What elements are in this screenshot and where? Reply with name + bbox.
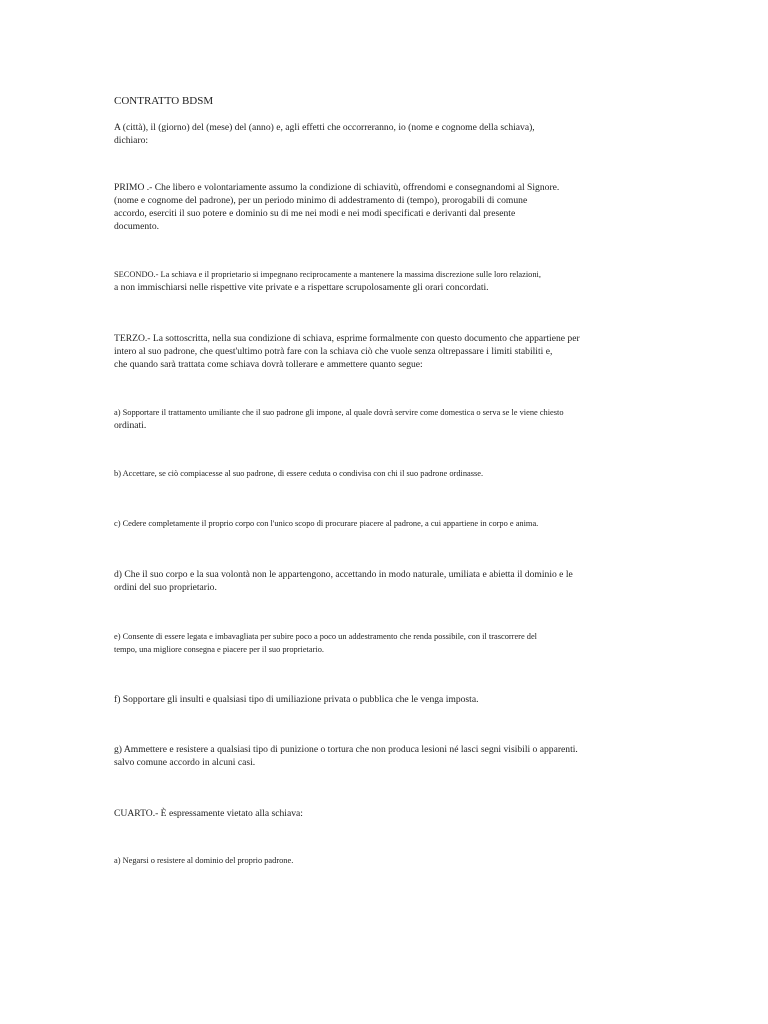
list-item-f: f) Sopportare gli insulti e qualsiasi tipo di umiliazione privata o pubblica che le venga imposta.	[114, 694, 479, 705]
list-item-g: g) Ammettere e resistere a qualsiasi tipo di punizione o tortura che non produca lesioni né lasci segni visibili o apparenti. salvo comune accordo in alcuni casi.	[114, 744, 578, 768]
list-item-e: e) Consente di essere legata e imbavagliata per subire poco a poco un addestramento che renda possibile, con il trascorrere del tempo, una migliore consegna e piacere per il suo proprietario.	[114, 632, 538, 654]
clause-cuarto: CUARTO.- È espressamente vietato alla schiava:	[114, 808, 303, 819]
clause-secondo: SECONDO.- La schiava e il proprietario si impegnano reciprocamente a mantenere la massima discrezione sulle loro relazioni, a non immischiarsi nelle rispettive vite private e a rispettare scrupolosamente gli orari concordati.	[114, 270, 541, 293]
list-item-a: a) Sopportare il trattamento umiliante che il suo padrone gli impone, al quale dovrà servire come domestica o serva se le viene chiesto ordinati.	[114, 408, 564, 431]
clause-terzo: TERZO.- La sottoscritta, nella sua condizione di schiava, esprime formalmente con questo documento che appartiene per intero al suo padrone, che quest'ultimo potrà fare con la schiava ciò che vuole senza oltrepassare i limiti stabiliti e, che quando sarà trattata come schiava dovrà tollerare e ammettere quanto segue:	[114, 333, 580, 370]
list-item-d: d) Che il suo corpo e la sua volontà non le appartengono, accettando in modo naturale, umiliata e abietta il dominio e le ordini del suo proprietario.	[114, 569, 573, 593]
document-title: CONTRATTO BDSM	[114, 95, 214, 107]
intro-paragraph: A (città), il (giorno) del (mese) del (anno) e, agli effetti che occorreranno, io (nome e cognome della schiava), dichiaro:	[114, 122, 535, 146]
list-item-c: c) Cedere completamente il proprio corpo con l'unico scopo di procurare piacere al padrone, a cui appartiene in corpo e anima.	[114, 519, 539, 528]
list-item-cuarto-a: a) Negarsi o resistere al dominio del proprio padrone.	[114, 856, 294, 865]
list-item-b: b) Accettare, se ciò compiacesse al suo padrone, di essere ceduta o condivisa con chi il suo padrone ordinasse.	[114, 469, 484, 478]
clause-primo: PRIMO .- Che libero e volontariamente assumo la condizione di schiavitù, offrendomi e consegnandomi al Signore. (nome e cognome del padrone), per un periodo minimo di addestramento di (tempo), prorogabili di comune accordo, eserciti il suo potere e dominio su di me nei modi e nei modi specificati e derivanti dal presente documento.	[114, 182, 560, 232]
